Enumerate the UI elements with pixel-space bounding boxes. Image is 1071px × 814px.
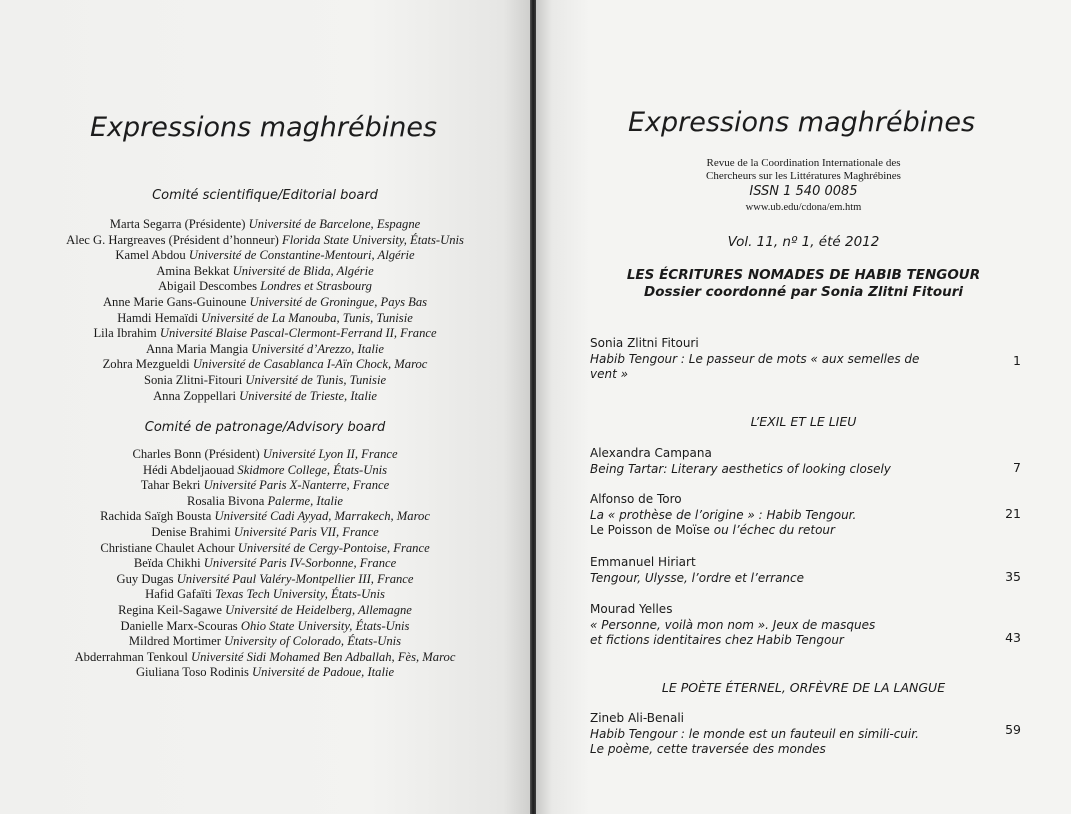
board-member: Mildred Mortimer University of Colorado, États-Unis — [128, 634, 402, 649]
toc-author: Zineb Ali-Benali — [590, 711, 684, 725]
toc-article-title: Habib Tengour : Le passeur de mots « aux semelles de — [590, 351, 920, 366]
scientific-board-heading: Comité scientifique/Editorial board — [152, 188, 378, 203]
toc-entry — [590, 446, 1020, 477]
toc-entry — [590, 711, 1020, 758]
toc-article-title: Tengour, Ulysse, l’ordre et l’errance — [590, 570, 805, 585]
toc-page-number: 35 — [1005, 569, 1021, 584]
toc-page-number: 21 — [1005, 506, 1021, 521]
board-member: Rachida Saïgh Bousta Université Cadi Ayyad, Marrakech, Maroc — [100, 509, 430, 524]
board-member: Sonia Zlitni-Fitouri Université de Tunis, Tunisie — [143, 372, 387, 387]
toc-article-title: « Personne, voilà mon nom ». Jeux de masques — [590, 617, 876, 632]
board-member: Anna Maria Mangia Université d’Arezzo, Italie — [145, 341, 385, 356]
section-heading: LE POÈTE ÉTERNEL, ORFÈVRE DE LA LANGUE — [661, 680, 946, 695]
board-member: Denise Brahimi Université Paris VII, France — [151, 524, 379, 539]
right-page — [536, 0, 1071, 814]
board-member: Kamel Abdou Université de Constantine-Mentouri, Algérie — [115, 248, 415, 263]
board-member: Guy Dugas Université Paul Valéry-Montpellier III, France — [116, 571, 414, 586]
board-member: Rosalia Bivona Palerme, Italie — [186, 493, 343, 508]
board-member: Hafid Gafaïti Texas Tech University, États-Unis — [145, 587, 385, 602]
advisory-board-heading: Comité de patronage/Advisory board — [144, 420, 386, 435]
board-member: Anna Zoppellari Université de Trieste, Italie — [153, 388, 377, 403]
board-member: Alec G. Hargreaves (Président d’honneur) Florida State University, États-Unis — [66, 232, 464, 247]
left-page — [0, 0, 530, 814]
board-member: Marta Segarra (Présidente) Université de Barcelone, Espagne — [109, 217, 421, 231]
toc-page-number: 59 — [1005, 722, 1021, 737]
toc-author: Emmanuel Hiriart — [590, 555, 696, 569]
board-member: Amina Bekkat Université de Blida, Algérie — [156, 263, 374, 278]
board-member: Beïda Chikhi Université Paris IV-Sorbonne, France — [133, 556, 397, 571]
scientific-board-list — [0, 217, 530, 404]
board-member: Giuliana Toso Rodinis Université de Padoue, Italie — [135, 665, 395, 680]
board-member: Danielle Marx-Scouras Ohio State University, États-Unis — [120, 618, 410, 633]
toc-article-title: La « prothèse de l’origine » : Habib Tengour. — [590, 507, 857, 522]
right-journal-title: Expressions maghrébines — [628, 107, 976, 138]
board-member: Hamdi Hemaïdi Université de La Manouba, Tunis, Tunisie — [117, 310, 413, 325]
toc-article-title: Being Tartar: Literary aesthetics of looking closely — [590, 461, 891, 476]
toc-page-number: 7 — [1013, 460, 1021, 475]
toc-author: Sonia Zlitni Fitouri — [590, 336, 699, 350]
toc-entry — [590, 602, 1020, 649]
toc-article-title: Le Poisson de Moïse ou l’échec du retour — [590, 523, 835, 537]
toc-entry — [590, 555, 1020, 586]
website: www.ub.edu/cdona/em.htm — [745, 202, 862, 213]
section-heading: L’EXIL ET LE LIEU — [750, 414, 857, 429]
toc-article-title: Le poème, cette traversée des mondes — [590, 742, 826, 756]
toc-entry — [590, 336, 1020, 383]
toc-article-title: Habib Tengour : le monde est un fauteuil en simili-cuir. — [590, 726, 919, 741]
board-member: Christiane Chaulet Achour Université de Cergy-Pontoise, France — [100, 540, 430, 555]
toc-article-title: et fictions identitaires chez Habib Tengour — [590, 633, 844, 647]
toc-author: Alexandra Campana — [590, 446, 712, 460]
advisory-board-list — [0, 447, 530, 681]
dossier-subtitle: Dossier coordonné par Sonia Zlitni Fitouri — [643, 284, 963, 300]
board-member: Abigail Descombes Londres et Strasbourg — [158, 279, 372, 294]
toc-author: Mourad Yelles — [590, 602, 673, 616]
toc-entry — [590, 492, 1020, 539]
board-member: Abderrahman Tenkoul Université Sidi Mohamed Ben Adballah, Fès, Maroc — [74, 649, 456, 664]
revue-line-2: Chercheurs sur les Littératures Maghrébines — [706, 170, 901, 182]
toc-author: Alfonso de Toro — [590, 492, 682, 506]
board-member: Zohra Mezgueldi Université de Casablanca I-Aïn Chock, Maroc — [102, 357, 428, 372]
board-member: Tahar Bekri Université Paris X-Nanterre, France — [140, 478, 390, 493]
board-member: Anne Marie Gans-Guinoune Université de Groningue, Pays Bas — [102, 294, 428, 309]
board-member: Hédi Abdeljaouad Skidmore College, États-Unis — [142, 462, 388, 477]
left-journal-title: Expressions maghrébines — [90, 112, 438, 143]
toc-article-title: vent » — [590, 367, 629, 381]
board-member: Regina Keil-Sagawe Université de Heidelberg, Allemagne — [118, 602, 412, 617]
revue-line-1: Revue de la Coordination Internationale des — [706, 157, 901, 169]
board-member: Lila Ibrahim Université Blaise Pascal-Clermont-Ferrand II, France — [93, 326, 437, 341]
volume-info: Vol. 11, nº 1, été 2012 — [727, 234, 880, 250]
toc-page-number: 1 — [1013, 353, 1021, 368]
dossier-title: LES ÉCRITURES NOMADES DE HABIB TENGOUR — [626, 267, 981, 283]
board-member: Charles Bonn (Président) Université Lyon II, France — [132, 447, 398, 461]
toc-page-number: 43 — [1005, 630, 1021, 645]
issn: ISSN 1 540 0085 — [749, 184, 858, 199]
